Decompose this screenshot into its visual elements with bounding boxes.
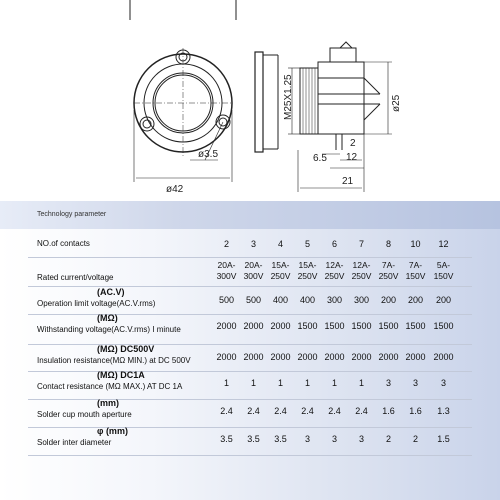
- table-cell: 1500: [433, 321, 454, 331]
- table-cell: 1: [223, 378, 229, 388]
- table-cell: 2000: [324, 352, 345, 362]
- table-cell: 1: [304, 378, 310, 388]
- table-cell: 1500: [324, 321, 345, 331]
- table-cell: [267, 260, 294, 282]
- cell-line: 7A-: [381, 260, 396, 270]
- row-unit-label: (MΩ) DC500V: [97, 344, 155, 354]
- side-view: [255, 42, 392, 192]
- table-cell: 2000: [433, 352, 454, 362]
- table-title: Technology parameter: [37, 211, 107, 218]
- table-cell: 200: [407, 295, 424, 305]
- table-cell: 2.4: [328, 406, 341, 416]
- table-row: [0, 313, 500, 343]
- cell-line: 7A-: [408, 260, 423, 270]
- dim-6-5: 6.5: [313, 153, 327, 164]
- cell-line: 20A-: [244, 260, 263, 270]
- table-cell: 1.3: [437, 406, 450, 416]
- cell-line: 15A-: [271, 260, 290, 270]
- row-label: Contact resistance (MΩ MAX.) AT DC 1A: [37, 382, 183, 391]
- cell-line: 300V: [216, 271, 237, 281]
- table-cell: 1500: [351, 321, 372, 331]
- table-cell: 2000: [351, 352, 372, 362]
- cell-line: 20A-: [217, 260, 236, 270]
- dim-thread: M25X1.25: [283, 74, 294, 120]
- table-cell: 7: [358, 239, 364, 249]
- table-cell: 5: [304, 239, 310, 249]
- table-cell: 1: [358, 378, 364, 388]
- table-cell: 1500: [378, 321, 399, 331]
- table-row: [0, 259, 500, 285]
- row-label: Solder inter diameter: [37, 438, 112, 447]
- cell-line: 250V: [270, 271, 291, 281]
- table-cell: 2.4: [274, 406, 287, 416]
- table-row: [0, 287, 500, 313]
- table-cell: 2000: [270, 321, 291, 331]
- row-label: NO.of contacts: [37, 239, 90, 248]
- cell-line: 12A-: [325, 260, 344, 270]
- table-header: [0, 201, 500, 229]
- row-unit-label: (MΩ): [97, 313, 118, 323]
- table-cell: [240, 260, 267, 282]
- dim-body-diameter: ø25: [391, 94, 402, 112]
- table-cell: 12: [438, 239, 449, 249]
- table-cell: 1: [277, 378, 283, 388]
- row-label: Rated current/voltage: [37, 273, 114, 282]
- dim-2: 2: [350, 138, 356, 149]
- table-cell: 1.6: [382, 406, 395, 416]
- table-row: [0, 370, 500, 398]
- table-cell: [430, 260, 457, 282]
- dim-hole-diameter: ø3.5: [198, 149, 219, 160]
- table-cell: [294, 260, 321, 282]
- table-cell: 10: [410, 239, 421, 249]
- table-cell: 2.4: [301, 406, 314, 416]
- table-row: [0, 344, 500, 370]
- cell-line: 250V: [297, 271, 318, 281]
- table-cell: 2000: [243, 321, 264, 331]
- table-cell: 2: [223, 239, 229, 249]
- table-cell: 3: [331, 434, 337, 444]
- dim-21: 21: [342, 176, 354, 187]
- table-cell: 2.4: [220, 406, 233, 416]
- row-label: Solder cup mouth aperture: [37, 410, 132, 419]
- table-cell: 1500: [297, 321, 318, 331]
- table-cell: 2.4: [355, 406, 368, 416]
- table-body: [0, 229, 500, 500]
- table-cell: 3.5: [274, 434, 287, 444]
- table-cell: 3: [304, 434, 310, 444]
- table-cell: 1.6: [409, 406, 422, 416]
- dim-12: 12: [346, 152, 358, 163]
- table-cell: [348, 260, 375, 282]
- table-cell: 1: [331, 378, 337, 388]
- table-cell: 500: [245, 295, 262, 305]
- cell-line: 250V: [378, 271, 399, 281]
- table-cell: 2.4: [247, 406, 260, 416]
- table-cell: 2000: [378, 352, 399, 362]
- table-cell: 3: [385, 378, 391, 388]
- table-cell: 4: [277, 239, 283, 249]
- table-cell: 2: [412, 434, 418, 444]
- table-cell: 300: [326, 295, 343, 305]
- table-cell: 1: [250, 378, 256, 388]
- cell-line: 12A-: [352, 260, 371, 270]
- table-cell: 200: [435, 295, 452, 305]
- table-cell: 2000: [243, 352, 264, 362]
- table-cell: 3: [358, 434, 364, 444]
- table-cell: 1500: [405, 321, 426, 331]
- connector-drawing-svg: [0, 0, 500, 200]
- dim-outer-diameter: ø42: [166, 184, 184, 195]
- table-cell: [402, 260, 429, 282]
- table-cell: 6: [331, 239, 337, 249]
- table-cell: [375, 260, 402, 282]
- cell-line: 250V: [324, 271, 345, 281]
- cell-line: 15A-: [298, 260, 317, 270]
- table-cell: 3: [412, 378, 418, 388]
- table-cell: 3.5: [247, 434, 260, 444]
- table-cell: [213, 260, 240, 282]
- table-row: [0, 398, 500, 426]
- row-label: Insulation resistance(MΩ MIN.) at DC 500V: [37, 356, 191, 365]
- row-label: Operation limit voltage(AC.V.rms): [37, 299, 156, 308]
- table-cell: 2000: [216, 352, 237, 362]
- row-label: Withstanding voltage(AC.V.rms) I minute: [37, 325, 181, 334]
- table-cell: 2000: [270, 352, 291, 362]
- cell-line: 5A-: [436, 260, 451, 270]
- table-row: [0, 426, 500, 454]
- table-cell: 3: [250, 239, 256, 249]
- cell-line: 150V: [433, 271, 454, 281]
- row-unit-label: (AC.V): [97, 287, 125, 297]
- row-unit-label: φ (mm): [97, 426, 128, 436]
- table-cell: 200: [380, 295, 397, 305]
- table-row: [0, 236, 500, 256]
- cell-line: 300V: [243, 271, 264, 281]
- table-cell: 3: [440, 378, 446, 388]
- front-view: [134, 48, 232, 182]
- parameter-table: [0, 201, 500, 500]
- row-divider: [28, 257, 472, 258]
- table-cell: 2000: [216, 321, 237, 331]
- table-cell: 2000: [297, 352, 318, 362]
- table-cell: 400: [272, 295, 289, 305]
- cell-line: 150V: [405, 271, 426, 281]
- table-cell: 400: [299, 295, 316, 305]
- table-cell: [321, 260, 348, 282]
- table-cell: 1.5: [437, 434, 450, 444]
- technical-drawing: [0, 0, 500, 200]
- table-cell: 2: [385, 434, 391, 444]
- row-unit-label: (MΩ) DC1A: [97, 370, 145, 380]
- table-cell: 8: [385, 239, 391, 249]
- row-unit-label: (mm): [97, 398, 119, 408]
- table-cell: 2000: [405, 352, 426, 362]
- table-cell: 300: [353, 295, 370, 305]
- table-cell: 3.5: [220, 434, 233, 444]
- cell-line: 250V: [351, 271, 372, 281]
- table-cell: 500: [218, 295, 235, 305]
- row-divider: [28, 455, 472, 456]
